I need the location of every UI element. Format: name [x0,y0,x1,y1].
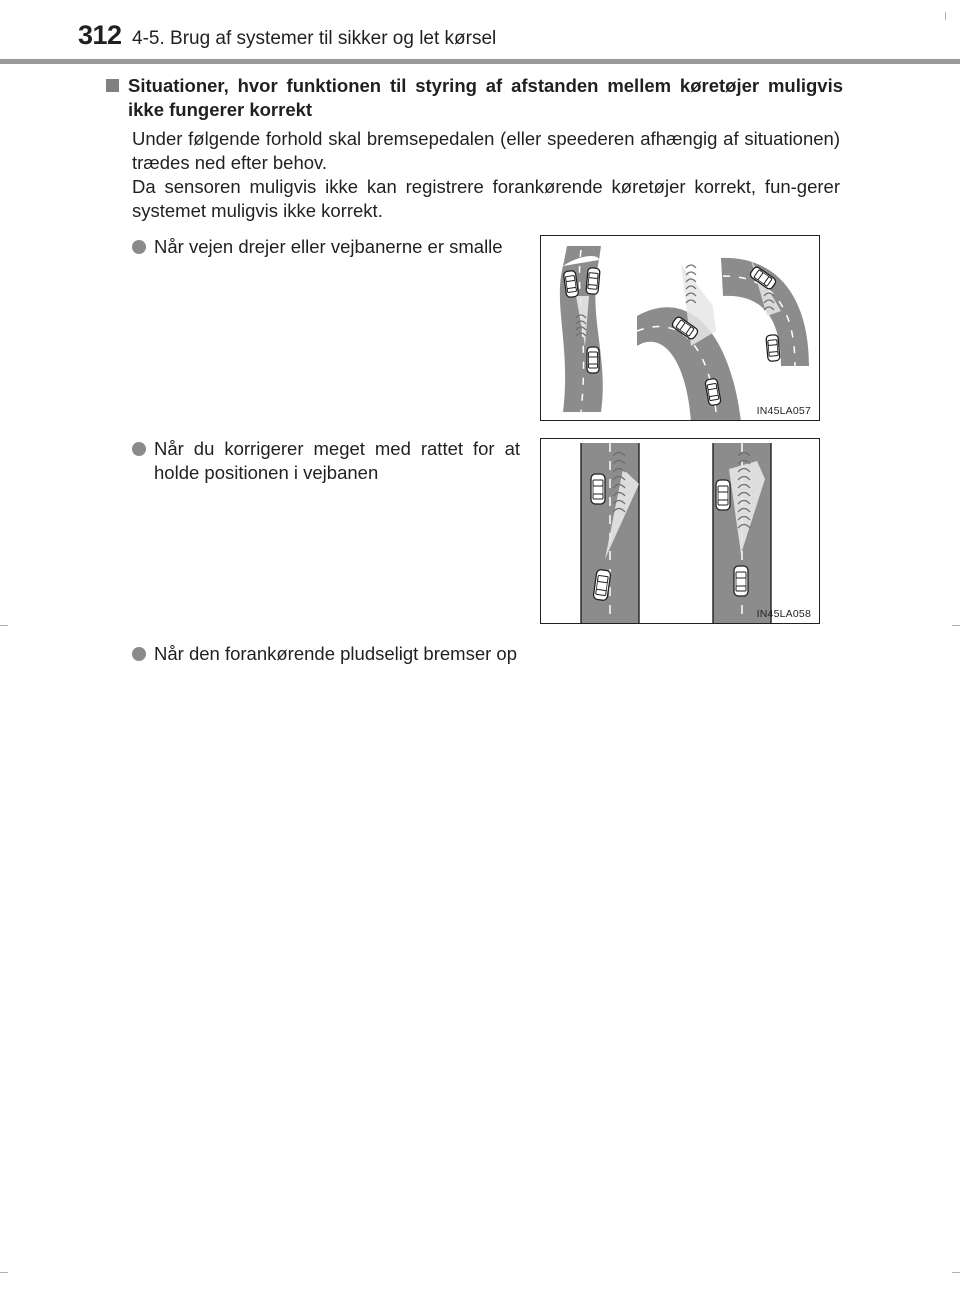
chapter-title: 4-5. Brug af systemer til sikker og let kørsel [132,28,497,49]
curved-road-illustration-icon [541,236,820,421]
figure-curved-road [540,235,820,421]
paragraph: Da sensoren muligvis ikke kan registrere forankørende køretøjer korrekt, fun-gerer systemet muligvis ikke korrekt. [132,176,840,221]
header-rule [0,59,960,64]
paragraph: Under følgende forhold skal bremsepedalen (eller speederen afhængig af situationen) trædes ned efter behov. [132,128,840,173]
body-text [132,127,840,223]
bullet-text: Når du korrigerer meget med rattet for at holde positionen i vejbanen [154,438,520,483]
straight-road-illustration-icon [541,439,820,624]
square-bullet-icon [106,79,119,92]
bullet-item [132,437,520,485]
crop-mark [952,625,960,626]
bullet-text: Når vejen drejer eller vejbanerne er smalle [154,236,503,257]
crop-mark [945,12,946,20]
bullet-dot-icon [132,442,146,456]
crop-mark [952,1272,960,1273]
figure-code: IN45LA057 [756,405,811,417]
bullet-text: Når den forankørende pludseligt bremser op [154,643,517,664]
figure-straight-road [540,438,820,624]
section [106,74,846,122]
bullet-dot-icon [132,647,146,661]
page-number: 312 [78,20,122,50]
bullet-item [132,235,520,259]
bullet-dot-icon [132,240,146,254]
section-heading-text: Situationer, hvor funktionen til styring af afstanden mellem køretøjer muligvis ikke fungerer korrekt [128,75,843,120]
crop-mark [0,1272,8,1273]
section-heading [106,74,846,122]
bullet-item [132,642,840,666]
crop-mark [0,625,8,626]
figure-code: IN45LA058 [756,608,811,620]
